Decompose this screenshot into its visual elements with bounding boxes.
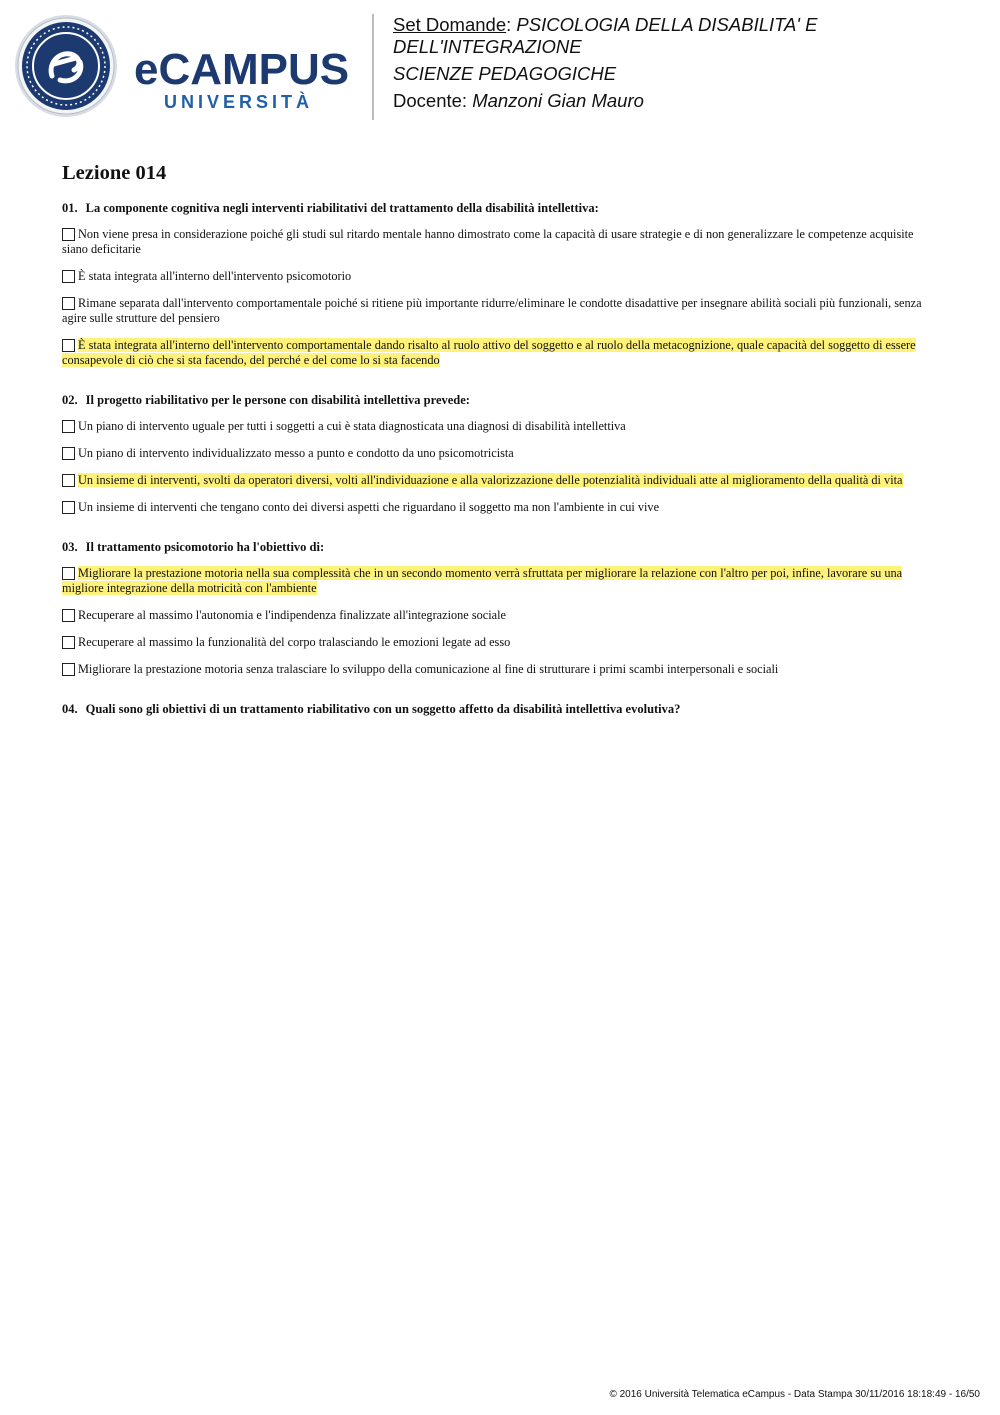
answer-checkbox[interactable] [62,447,75,460]
answer-checkbox[interactable] [62,228,75,241]
course-title: PSICOLOGIA DELLA DISABILITA' E DELL'INTEGRAZIONE [393,14,818,57]
question-text [62,392,942,408]
answer-checkbox[interactable] [62,567,75,580]
ecampus-logo [14,14,359,118]
answer-text-highlighted: Un insieme di interventi, svolti da operatori diversi, volti all'individuazione e alla valorizzazione delle potenzialità individuali atte al miglioramento della qualità di vita [78,473,903,487]
question-03 [62,539,942,677]
answer-text: Migliorare la prestazione motoria senza tralasciare lo sviluppo della comunicazione al fine di strutturare i primi scambi interpersonali e sociali [78,662,779,676]
question-02 [62,392,942,515]
answer-option [62,419,942,434]
answer-option [62,608,942,623]
logo-wordmark: eCAMPUS [134,45,350,94]
answer-option-highlighted [62,473,942,488]
course-title-row: Set Domande: PSICOLOGIA DELLA DISABILITA' E DELL'INTEGRAZIONE [393,14,818,57]
answer-text: Un piano di intervento uguale per tutti i soggetti a cui è stata diagnosticata una diagnosi di disabilità intellettiva [78,419,626,433]
program-name: SCIENZE PEDAGOGICHE [393,63,617,84]
question-number: 03. [62,540,78,554]
answer-checkbox[interactable] [62,270,75,283]
answer-checkbox[interactable] [62,474,75,487]
question-number: 02. [62,393,78,407]
question-text [62,539,942,555]
answer-text-highlighted: Migliorare la prestazione motoria nella sua complessità che in un secondo momento verrà sfruttata per migliorare la relazione con l'altro per poi, infine, lavorare su una migliore integrazione della motricità con l'ambiente [62,566,903,595]
teacher-row [393,90,983,112]
answer-option [62,635,942,650]
answer-text: Recuperare al massimo la funzionalità del corpo tralasciando le emozioni legate ad esso [78,635,511,649]
answer-text: Rimane separata dall'intervento comportamentale poiché si ritiene più importante ridurre/eliminare le condotte disadattive per insegnare abilità sociali più funzionali, senza agire sulle strutture del pensiero [62,296,922,325]
course-info [393,14,983,117]
answer-checkbox[interactable] [62,609,75,622]
question-prompt: Quali sono gli obiettivi di un trattamento riabilitativo con un soggetto affetto da disabilità intellettiva evolutiva? [85,702,681,716]
question-text [62,701,942,717]
question-prompt: La componente cognitiva negli interventi riabilitativi del trattamento della disabilità intellettiva: [85,201,599,215]
question-prompt: Il trattamento psicomotorio ha l'obiettivo di: [85,540,325,554]
question-text [62,200,942,216]
question-prompt: Il progetto riabilitativo per le persone con disabilità intellettiva prevede: [85,393,470,407]
answer-text: Un insieme di interventi che tengano conto dei diversi aspetti che riguardano il soggetto ma non l'ambiente in cui vive [78,500,660,514]
answer-checkbox[interactable] [62,663,75,676]
answer-option [62,269,942,284]
answer-checkbox[interactable] [62,297,75,310]
answer-checkbox[interactable] [62,420,75,433]
answer-checkbox[interactable] [62,636,75,649]
answer-text: Un piano di intervento individualizzato messo a punto e condotto da uno psicomotricista [78,446,514,460]
answer-option-highlighted [62,338,942,368]
answer-text-highlighted: È stata integrata all'interno dell'intervento comportamentale dando risalto al ruolo attivo del soggetto e al ruolo della metacognizione, quale capacità del soggetto di essere consapevole di ciò che si sta facendo, del perché e del come lo si sta facendo [62,338,916,367]
program-row [393,63,983,85]
set-label: Set Domande [393,14,507,35]
logo-subtext: UNIVERSITÀ [164,92,314,112]
answer-option-highlighted [62,566,942,596]
teacher-label: Docente: [393,90,468,111]
header-divider [372,14,374,120]
ecampus-logo-graphic [14,14,359,118]
question-01 [62,200,942,368]
answer-checkbox[interactable] [62,501,75,514]
answer-text: È stata integrata all'interno dell'intervento psicomotorio [78,269,352,283]
answer-text: Non viene presa in considerazione poiché gli studi sul ritardo mentale hanno dimostrato come la capacità di usare strategie e di non generalizzare le competenze acquisite siano deficitarie [62,227,914,256]
answer-text: Recuperare al massimo l'autonomia e l'indipendenza finalizzate all'integrazione sociale [78,608,506,622]
lesson-title: Lezione 014 [62,162,167,184]
page-footer: © 2016 Università Telematica eCampus - Data Stampa 30/11/2016 18:18:49 - 16/50 [609,1389,980,1400]
answer-option [62,296,942,326]
question-number: 04. [62,702,78,716]
teacher-name: Manzoni Gian Mauro [472,90,644,111]
answer-option [62,500,942,515]
answer-option [62,446,942,461]
answer-checkbox[interactable] [62,339,75,352]
question-number: 01. [62,201,78,215]
answer-option [62,227,942,257]
lesson-content [62,160,942,741]
answer-option [62,662,942,677]
question-04 [62,701,942,717]
